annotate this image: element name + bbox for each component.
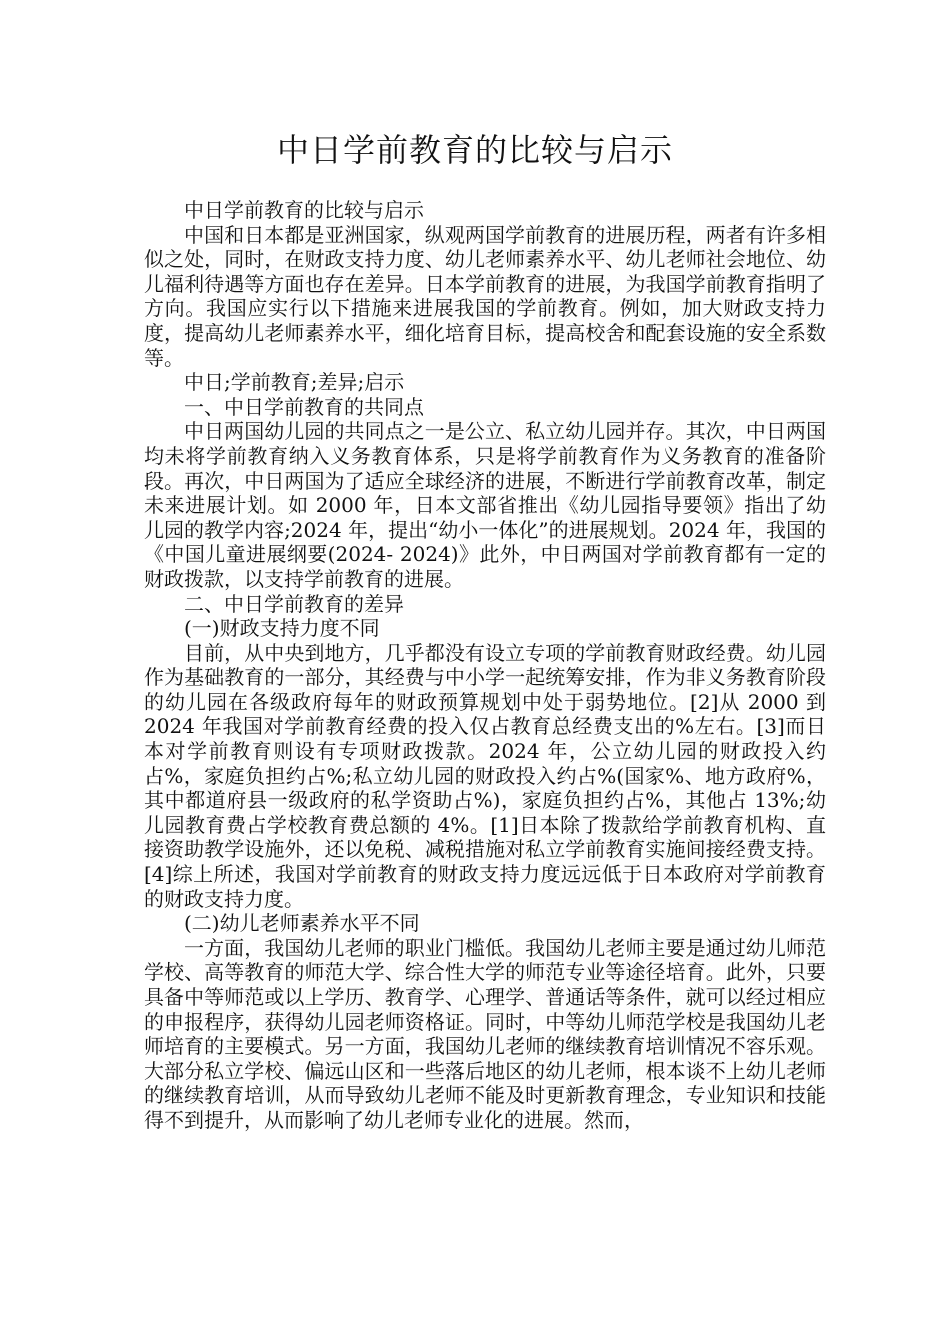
- subsection-heading-2: (二)幼儿老师素养水平不同: [184, 911, 420, 936]
- subsection-heading-1: (一)财政支持力度不同: [184, 616, 380, 641]
- section-heading-2: 二、中日学前教育的差异: [184, 591, 404, 616]
- paragraph-keywords: 中日;学前教育;差异;启示: [184, 370, 405, 395]
- paragraph-common-points: 中日两国幼儿园的共同点之一是公立、私立幼儿园并存。其次，中日两国均未将学前教育纳入义务教育体系，只是将学前教育作为义务教育的准备阶段。再次，中日两国为了适应全球经济的进展，不断进行学前教育改革，制定未来进展计划。如 2000 年，日本文部省推出《幼儿园指导要领》指出了幼儿园的教学内容;2024 年，提出“幼小一体化”的进展规划。2024 年，我国的《中国儿童进展纲要(2024- 2024)》此外，中日两国对学前教育都有一定的财政拨款，以支持学前教育的进展。: [144, 419, 826, 591]
- document-body: [144, 198, 826, 1133]
- document-title: 中日学前教育的比较与启示: [276, 131, 673, 169]
- paragraph-subtitle: 中日学前教育的比较与启示: [184, 198, 424, 222]
- paragraph-abstract: 中国和日本都是亚洲国家，纵观两国学前教育的进展历程，两者有许多相似之处，同时，在财政支持力度、幼儿老师素养水平、幼儿老师社会地位、幼儿福利待遇等方面也存在差异。日本学前教育的进展，为我国学前教育指明了方向。我国应实行以下措施来进展我国的学前教育。例如，加大财政支持力度，提高幼儿老师素养水平，细化培育目标，提高校舍和配套设施的安全系数等。: [144, 222, 826, 370]
- paragraph-financial-support: 目前，从中央到地方，几乎都没有设立专项的学前教育财政经费。幼儿园作为基础教育的一部分，其经费与中小学一起统筹安排，作为非义务教育阶段的幼儿园在各级政府每年的财政预算规划中处于弱势地位。[2]从 2000 到 2024 年我国对学前教育经费的投入仅占教育总经费支出的%左右。[3]而日本对学前教育则设有专项财政拨款。2024 年，公立幼儿园的财政投入约占%，家庭负担约占%;私立幼儿园的财政投入约占%(国家%、地方政府%，其中都道府县一级政府的私学资助占%)，家庭负担约占%，其他占 13%;幼儿园教育费占学校教育费总额的 4%。[1]日本除了拨款给学前教育机构、直接资助教学设施外，还以免税、减税措施对私立学前教育实施间接经费支持。[4]综上所述，我国对学前教育的财政支持力度远远低于日本政府对学前教育的财政支持力度。: [144, 640, 826, 911]
- section-heading-1: 一、中日学前教育的共同点: [184, 394, 424, 419]
- paragraph-teacher-quality: 一方面，我国幼儿老师的职业门槛低。我国幼儿老师主要是通过幼儿师范学校、高等教育的师范大学、综合性大学的师范专业等途径培育。此外，只要具备中等师范或以上学历、教育学、心理学、普通话等条件，就可以经过相应的申报程序，获得幼儿园老师资格证。同时，中等幼儿师范学校是我国幼儿老师培育的主要模式。另一方面，我国幼儿老师的继续教育培训情况不容乐观。大部分私立学校、偏远山区和一些落后地区的幼儿老师，根本谈不上幼儿老师的继续教育培训，从而导致幼儿老师不能及时更新教育理念，专业知识和技能得不到提升，从而影响了幼儿老师专业化的进展。然而，: [144, 935, 826, 1132]
